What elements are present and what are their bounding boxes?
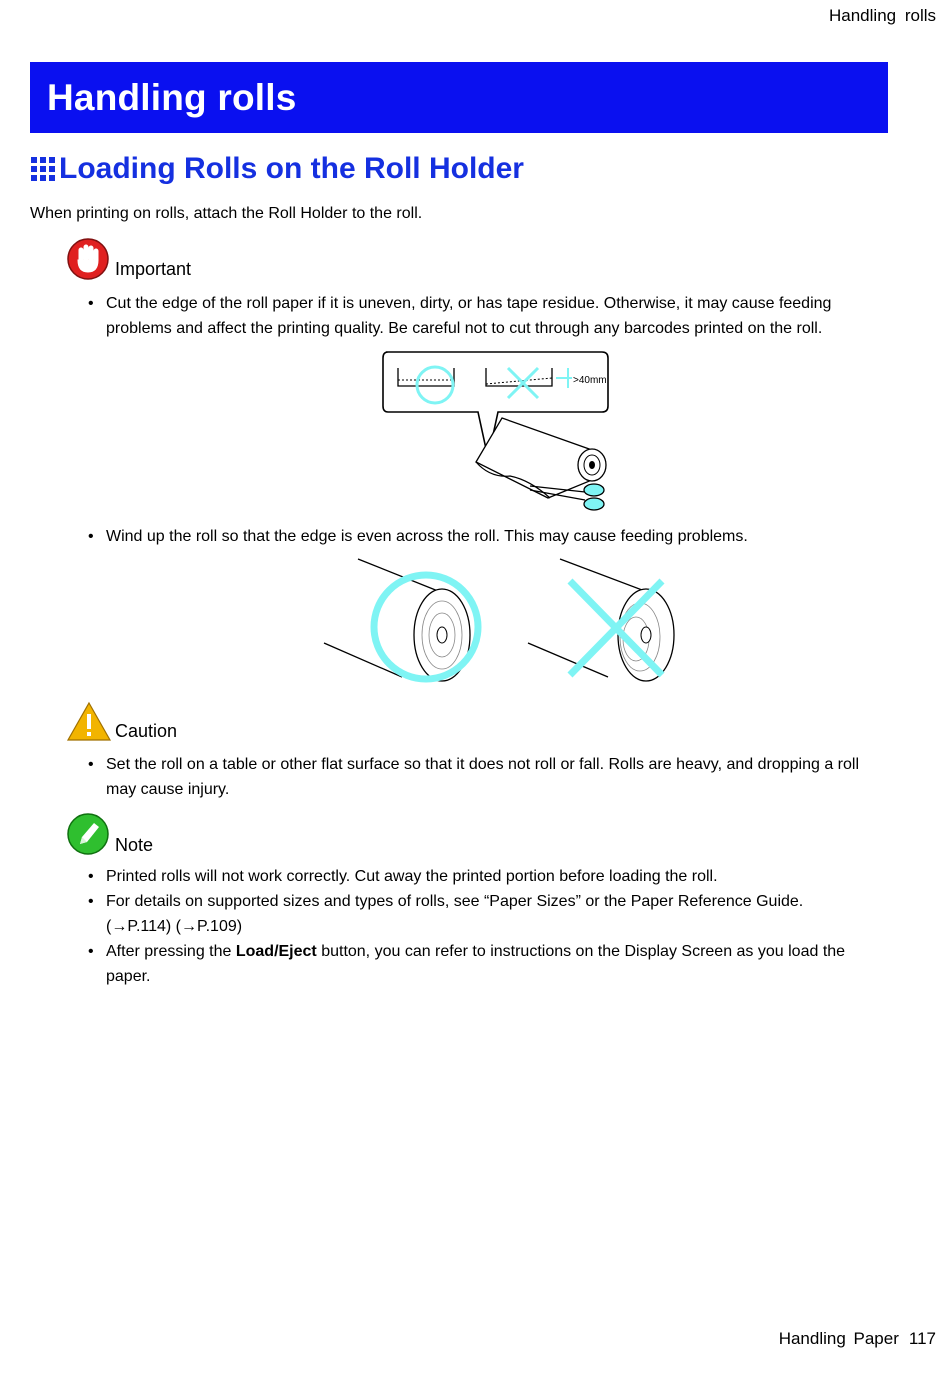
list-item: • Printed rolls will not work correctly. Cut away the printed portion before loading the roll.: [88, 868, 718, 885]
grid-icon: [30, 156, 56, 182]
list-item: • Cut the edge of the roll paper if it is uneven, dirty, or has tape residue. Otherwise, it may cause feeding problems and affect the printing quality. Be careful not to cut through any barcodes printed on the roll.: [88, 295, 832, 337]
warning-triangle-icon: [66, 700, 112, 742]
roll-wind-illustration: [320, 555, 680, 690]
section-heading: [30, 152, 524, 186]
page-number: 117: [908, 1329, 936, 1348]
caution-label: Caution: [115, 721, 178, 741]
important-notice: [66, 238, 191, 280]
note-notice: [66, 812, 153, 856]
note-list: [88, 864, 888, 989]
roll-cut-illustration: [380, 350, 616, 520]
dimension-label: >40mm: [573, 375, 607, 386]
intro-text: When printing on rolls, attach the Roll Holder to the roll.: [30, 205, 423, 222]
list-item: • For details on supported sizes and types of rolls, see “Paper Sizes” or the Paper Reference Guide. (→P.114) (→P.109): [88, 893, 804, 935]
footer-section: Handling Paper: [778, 1329, 899, 1348]
caution-list: [88, 752, 888, 802]
caution-notice: [66, 700, 177, 742]
page-refs: (→P.114) (→P.109): [106, 918, 243, 935]
important-list-2: [88, 524, 888, 549]
section-title: Loading Rolls on the Roll Holder: [59, 152, 524, 185]
list-item: • Wind up the roll so that the edge is even across the roll. This may cause feeding problems.: [88, 528, 748, 545]
chapter-banner: [30, 62, 888, 133]
list-item: • Set the roll on a table or other flat surface so that it does not roll or fall. Rolls are heavy, and dropping a roll may cause injury.: [88, 756, 860, 798]
page-footer: [769, 1329, 936, 1349]
load-eject-term: Load/Eject: [235, 943, 317, 960]
stop-hand-icon: [66, 238, 112, 280]
note-label: Note: [115, 835, 154, 855]
important-list-1: [88, 291, 888, 341]
list-item: • After pressing the Load/Eject button, you can refer to instructions on the Display Screen as you load the paper.: [88, 943, 846, 985]
important-label: Important: [115, 259, 192, 279]
pencil-icon: [66, 812, 112, 856]
chapter-title: Handling rolls: [47, 76, 297, 118]
running-head: Handling rolls: [829, 6, 936, 25]
